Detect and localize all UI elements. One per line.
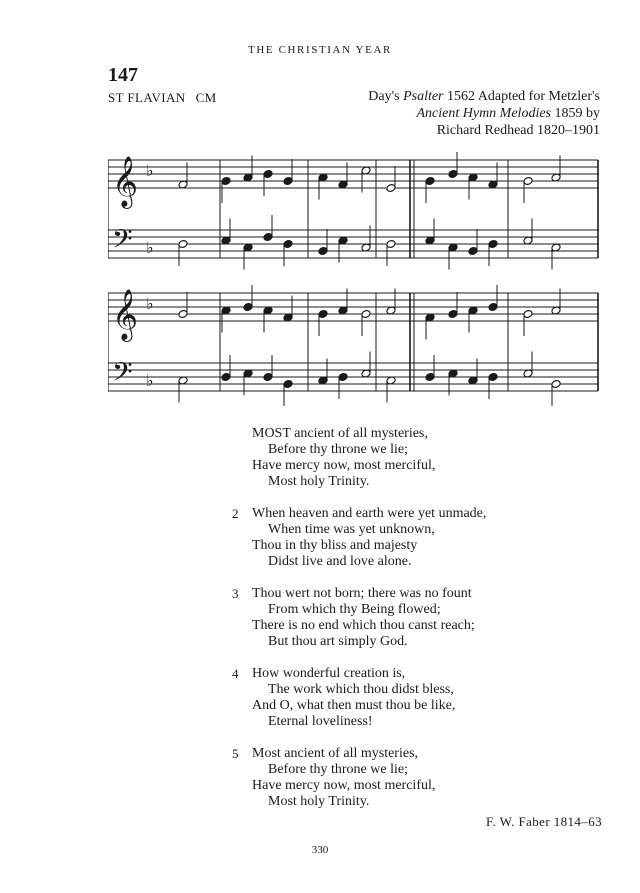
bass-clef-icon: 𝄢 <box>112 356 133 394</box>
music-score <box>108 148 608 410</box>
flat-sign-icon: ♭ <box>146 238 154 257</box>
verse-line: There is no end which thou canst reach; <box>252 618 475 633</box>
attribution-italic: Ancient Hymn Melodies <box>416 106 551 121</box>
flat-sign-icon: ♭ <box>146 371 154 390</box>
tune-name <box>108 90 217 106</box>
verse-line: And O, what then must thou be like, <box>252 698 456 713</box>
attribution-text: Day's <box>368 89 404 104</box>
verse <box>232 666 562 730</box>
attribution-line-2 <box>300 105 600 122</box>
verse-line: MOST ancient of all mysteries, <box>252 426 428 441</box>
verse <box>232 506 562 570</box>
tune-title: ST FLAVIAN <box>108 90 186 105</box>
verse-line: The work which thou didst bless, <box>268 682 454 697</box>
attribution-text: 1562 Adapted for Metzler's <box>443 89 600 104</box>
attribution-text: 1859 by <box>551 106 600 121</box>
attribution-line-3: Richard Redhead 1820–1901 <box>436 123 600 138</box>
verse-line: Eternal loveliness! <box>268 714 373 729</box>
treble-clef-icon: 𝄞 <box>112 289 139 340</box>
verse-line: Before thy throne we lie; <box>268 762 408 777</box>
verse-line: Most ancient of all mysteries, <box>252 746 419 761</box>
verse-line: Most holy Trinity. <box>268 474 370 489</box>
verse-number: 5 <box>232 746 239 761</box>
verse-line: Most holy Trinity. <box>268 794 370 809</box>
treble-clef-icon: 𝄞 <box>112 156 139 207</box>
verse-line: Didst live and love alone. <box>268 554 412 569</box>
tune-meter: CM <box>195 90 217 105</box>
verse-line: When time was yet unknown, <box>268 522 435 537</box>
running-head: THE CHRISTIAN YEAR <box>248 44 392 56</box>
verse-line: But thou art simply God. <box>268 634 408 649</box>
flat-sign-icon: ♭ <box>146 161 154 180</box>
verse <box>232 586 562 650</box>
verse <box>232 746 562 810</box>
verse-line: When heaven and earth were yet unmade, <box>252 506 487 521</box>
verse-line: Thou wert not born; there was no fount <box>252 586 472 601</box>
bass-clef-icon: 𝄢 <box>112 223 133 261</box>
text-author: F. W. Faber 1814–63 <box>486 814 602 829</box>
verse <box>232 426 562 490</box>
verse-number: 4 <box>232 666 239 681</box>
verse-line: How wonderful creation is, <box>252 666 406 681</box>
flat-sign-icon: ♭ <box>146 294 154 313</box>
verse-number: 2 <box>232 506 239 521</box>
attribution-italic: Psalter <box>403 89 444 104</box>
hymn-verses <box>232 426 562 826</box>
verse-line: Have mercy now, most merciful, <box>252 778 436 793</box>
tune-attribution <box>300 88 600 139</box>
verse-line: Have mercy now, most merciful, <box>252 458 436 473</box>
hymn-number: 147 <box>108 64 138 86</box>
page-number: 330 <box>311 844 329 856</box>
verse-line: Thou in thy bliss and majesty <box>252 538 418 553</box>
verse-number: 3 <box>232 586 239 601</box>
verse-line: Before thy throne we lie; <box>268 442 408 457</box>
verse-line: From which thy Being flowed; <box>268 602 441 617</box>
attribution-line-1 <box>300 88 600 105</box>
